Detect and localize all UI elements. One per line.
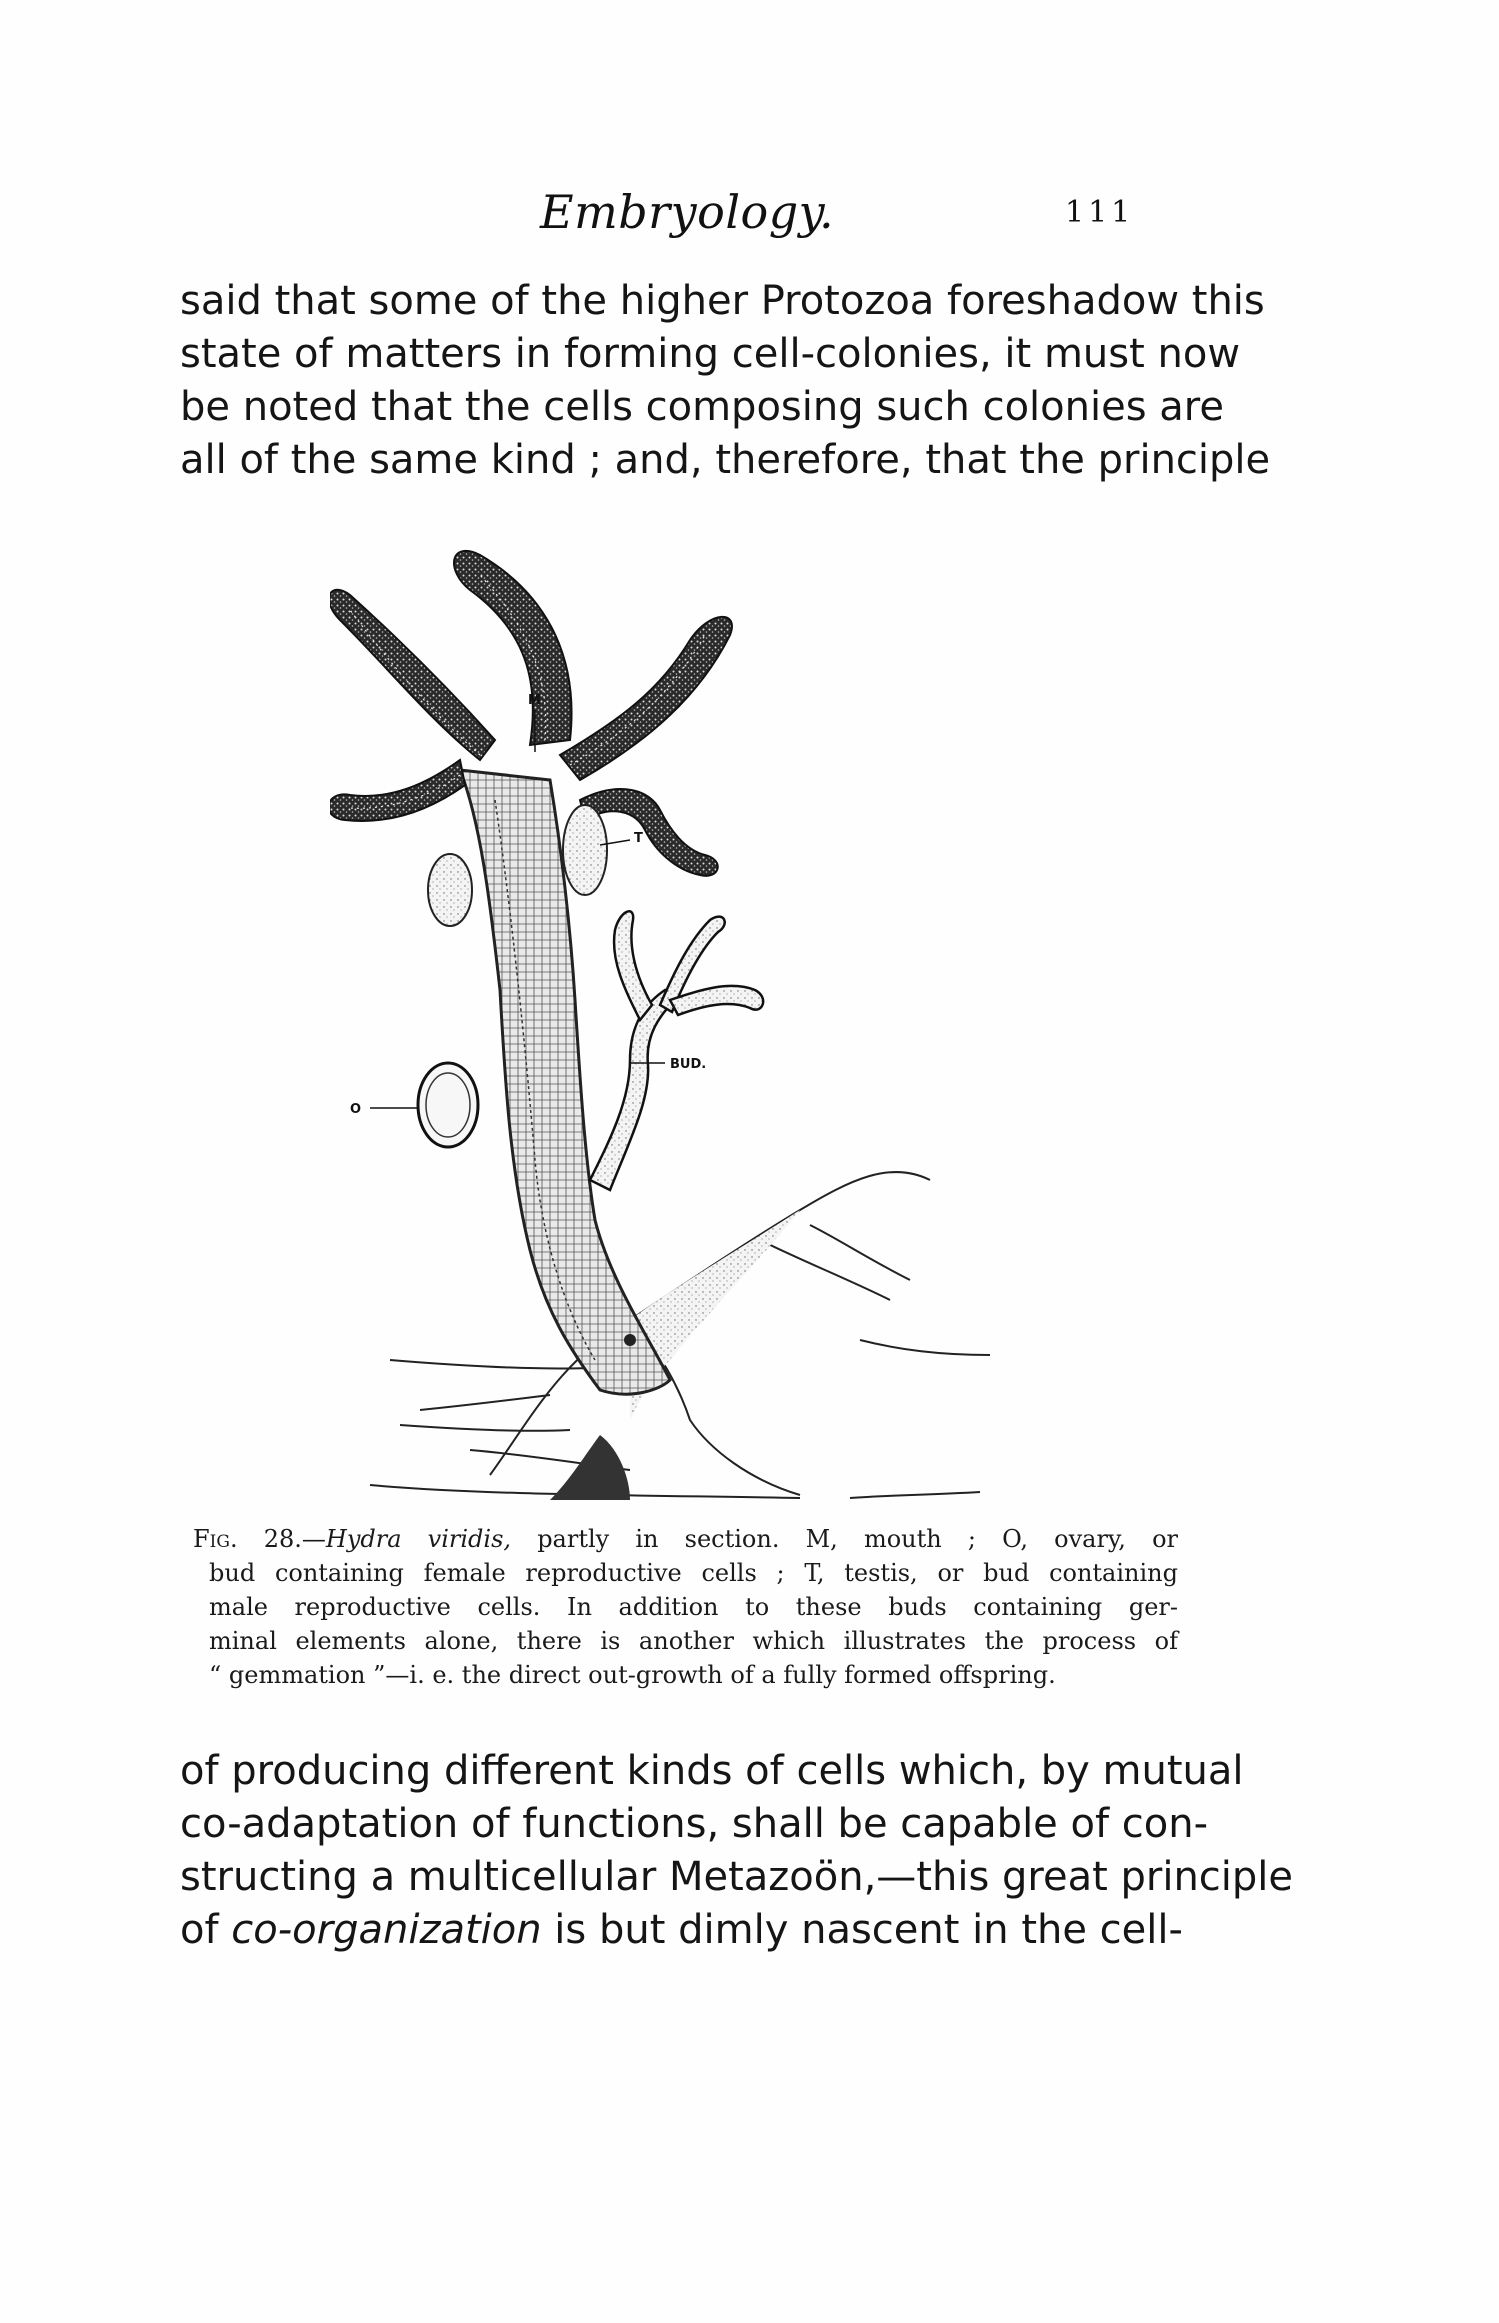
page-number: 111 [1065, 195, 1135, 230]
caption-line: Fig. 28.—Hydra viridis, partly in section. M, mouth ; O, ovary, or [193, 1525, 1178, 1553]
text-line: structing a multicellular Metazoön,—this great principle [180, 1854, 1294, 1900]
running-title: Embryology. [540, 185, 835, 239]
caption-line: male reproductive cells. In addition to these buds containing ger- [209, 1593, 1178, 1621]
paragraph-top [180, 275, 1271, 487]
lower-bulge [428, 854, 472, 926]
species-name: Hydra viridis, [325, 1525, 512, 1553]
hydra-illustration [330, 520, 1010, 1510]
emphasis-term: co-organization [231, 1907, 542, 1953]
caption-line: minal elements alone, there is another which illustrates the process of [209, 1627, 1178, 1655]
testis-bulge [563, 805, 607, 895]
caption-line: “ gemmation ”—i. e. the direct out-growth of a fully formed offspring. [209, 1661, 1056, 1689]
label-bud: BUD. [670, 1057, 707, 1072]
text-line [180, 1904, 1183, 1957]
label-ovary: O [350, 1102, 362, 1117]
text-line: be noted that the cells composing such colonies are [180, 384, 1224, 430]
caption-line: bud containing female reproductive cells ; T, testis, or bud containing [209, 1559, 1178, 1587]
paragraph-bottom [180, 1745, 1294, 1957]
text-fragment: is but dimly nascent in the cell- [541, 1907, 1183, 1953]
caption-text: partly in section. M, mouth ; O, ovary, or [511, 1525, 1178, 1553]
label-testis: T [634, 831, 643, 846]
rock-base-shadow [550, 1435, 630, 1500]
bud [590, 911, 763, 1190]
ovary [418, 1063, 478, 1147]
text-line: co-adaptation of functions, shall be capable of con- [180, 1801, 1209, 1847]
figure-caption [193, 1522, 1178, 1692]
figure-number: Fig. 28. [193, 1525, 302, 1553]
text-line: of producing different kinds of cells which, by mutual [180, 1748, 1244, 1794]
page-header [180, 185, 1180, 245]
text-fragment: of [180, 1907, 232, 1953]
text-line: said that some of the higher Protozoa foreshadow this [180, 278, 1265, 324]
label-mouth: M [528, 693, 541, 708]
text-line: all of the same kind ; and, therefore, that the principle [180, 437, 1271, 483]
text-line: state of matters in forming cell-colonies, it must now [180, 331, 1241, 377]
